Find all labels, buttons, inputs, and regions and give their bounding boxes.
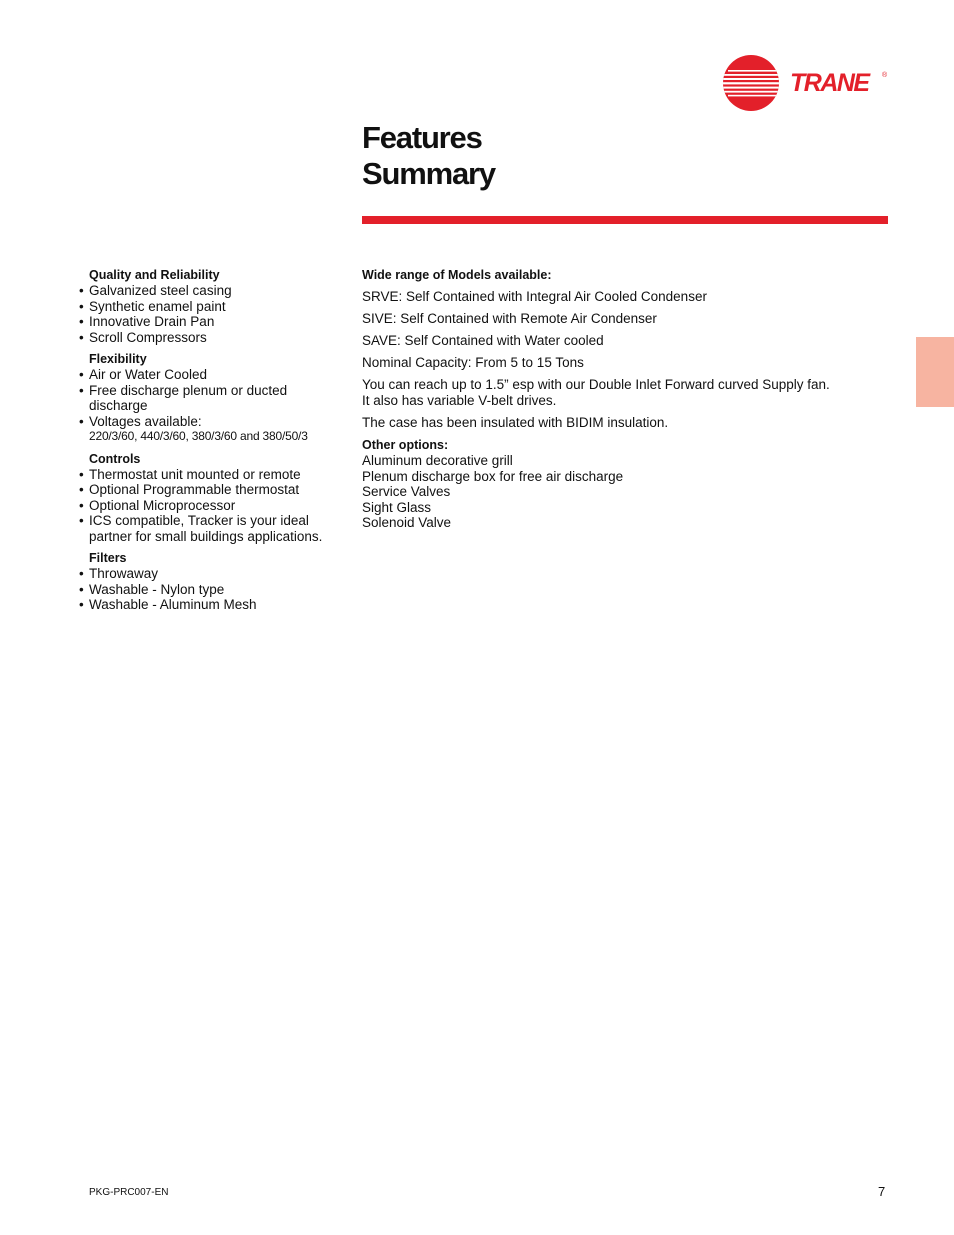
model-sive: SIVE: Self Contained with Remote Air Condenser: [362, 311, 657, 326]
model-srve: SRVE: Self Contained with Integral Air Cooled Condenser: [362, 289, 707, 304]
list-item: • ICS compatible, Tracker is your ideal partner for small buildings applications.: [79, 513, 349, 544]
list-item: • Galvanized steel casing: [79, 283, 349, 299]
section-heading-controls: Controls: [89, 451, 141, 466]
document-code: PKG-PRC007-EN: [89, 1187, 169, 1198]
list-item: • Optional Microprocessor: [79, 498, 349, 514]
section-heading-flexibility: Flexibility: [89, 352, 147, 366]
trane-logo: [722, 53, 892, 113]
page-title: [362, 120, 495, 192]
section-heading-filters: Filters: [89, 551, 127, 565]
list-item: • Throwaway: [79, 566, 349, 582]
list-item: • Synthetic enamel paint: [79, 299, 349, 315]
title-divider: [362, 216, 888, 224]
list-item: • Washable - Aluminum Mesh: [79, 597, 349, 613]
option-item: Service Valves: [362, 484, 451, 499]
option-item: Aluminum decorative grill: [362, 453, 513, 468]
title-line-2: Summary: [362, 156, 495, 191]
voltages-values: 220/3/60, 440/3/60, 380/3/60 and 380/50/3: [89, 429, 308, 443]
list-item: • Thermostat unit mounted or remote: [79, 467, 349, 483]
list-item: • Optional Programmable thermostat: [79, 482, 349, 498]
option-item: Plenum discharge box for free air discharge: [362, 468, 624, 484]
quality-list: [79, 283, 349, 345]
controls-list: [79, 467, 349, 545]
list-item: • Scroll Compressors: [79, 330, 349, 346]
list-item: • Air or Water Cooled: [79, 367, 349, 383]
model-save: SAVE: Self Contained with Water cooled: [362, 333, 604, 348]
options-heading: Other options:: [362, 438, 449, 452]
list-item-voltages: [79, 414, 349, 445]
list-item: • Innovative Drain Pan: [79, 314, 349, 330]
fan-description: You can reach up to 1.5” esp with our Double Inlet Forward curved Supply fan. It also has variable V-belt drives.: [362, 377, 830, 408]
insulation-note: The case has been insulated with BIDIM insulation.: [362, 415, 669, 430]
registered-mark: ®: [882, 72, 888, 79]
option-item: Solenoid Valve: [362, 515, 452, 530]
list-item: • Free discharge plenum or ducted discharge: [79, 383, 349, 414]
voltages-label: Voltages available:: [89, 413, 202, 429]
section-heading-quality: Quality and Reliability: [89, 268, 220, 282]
models-column: [362, 267, 832, 531]
features-column: [79, 267, 349, 619]
models-heading: Wide range of Models available:: [362, 268, 552, 282]
list-item: • Washable - Nylon type: [79, 582, 349, 598]
page-number: 7: [878, 1184, 886, 1199]
title-line-1: Features: [362, 120, 482, 155]
nominal-capacity: Nominal Capacity: From 5 to 15 Tons: [362, 355, 584, 370]
filters-list: [79, 566, 349, 613]
brand-wordmark: TRANE: [790, 69, 869, 97]
option-item: Sight Glass: [362, 499, 432, 515]
options-list: [362, 453, 832, 531]
section-tab: [916, 337, 954, 407]
flexibility-list: [79, 367, 349, 445]
